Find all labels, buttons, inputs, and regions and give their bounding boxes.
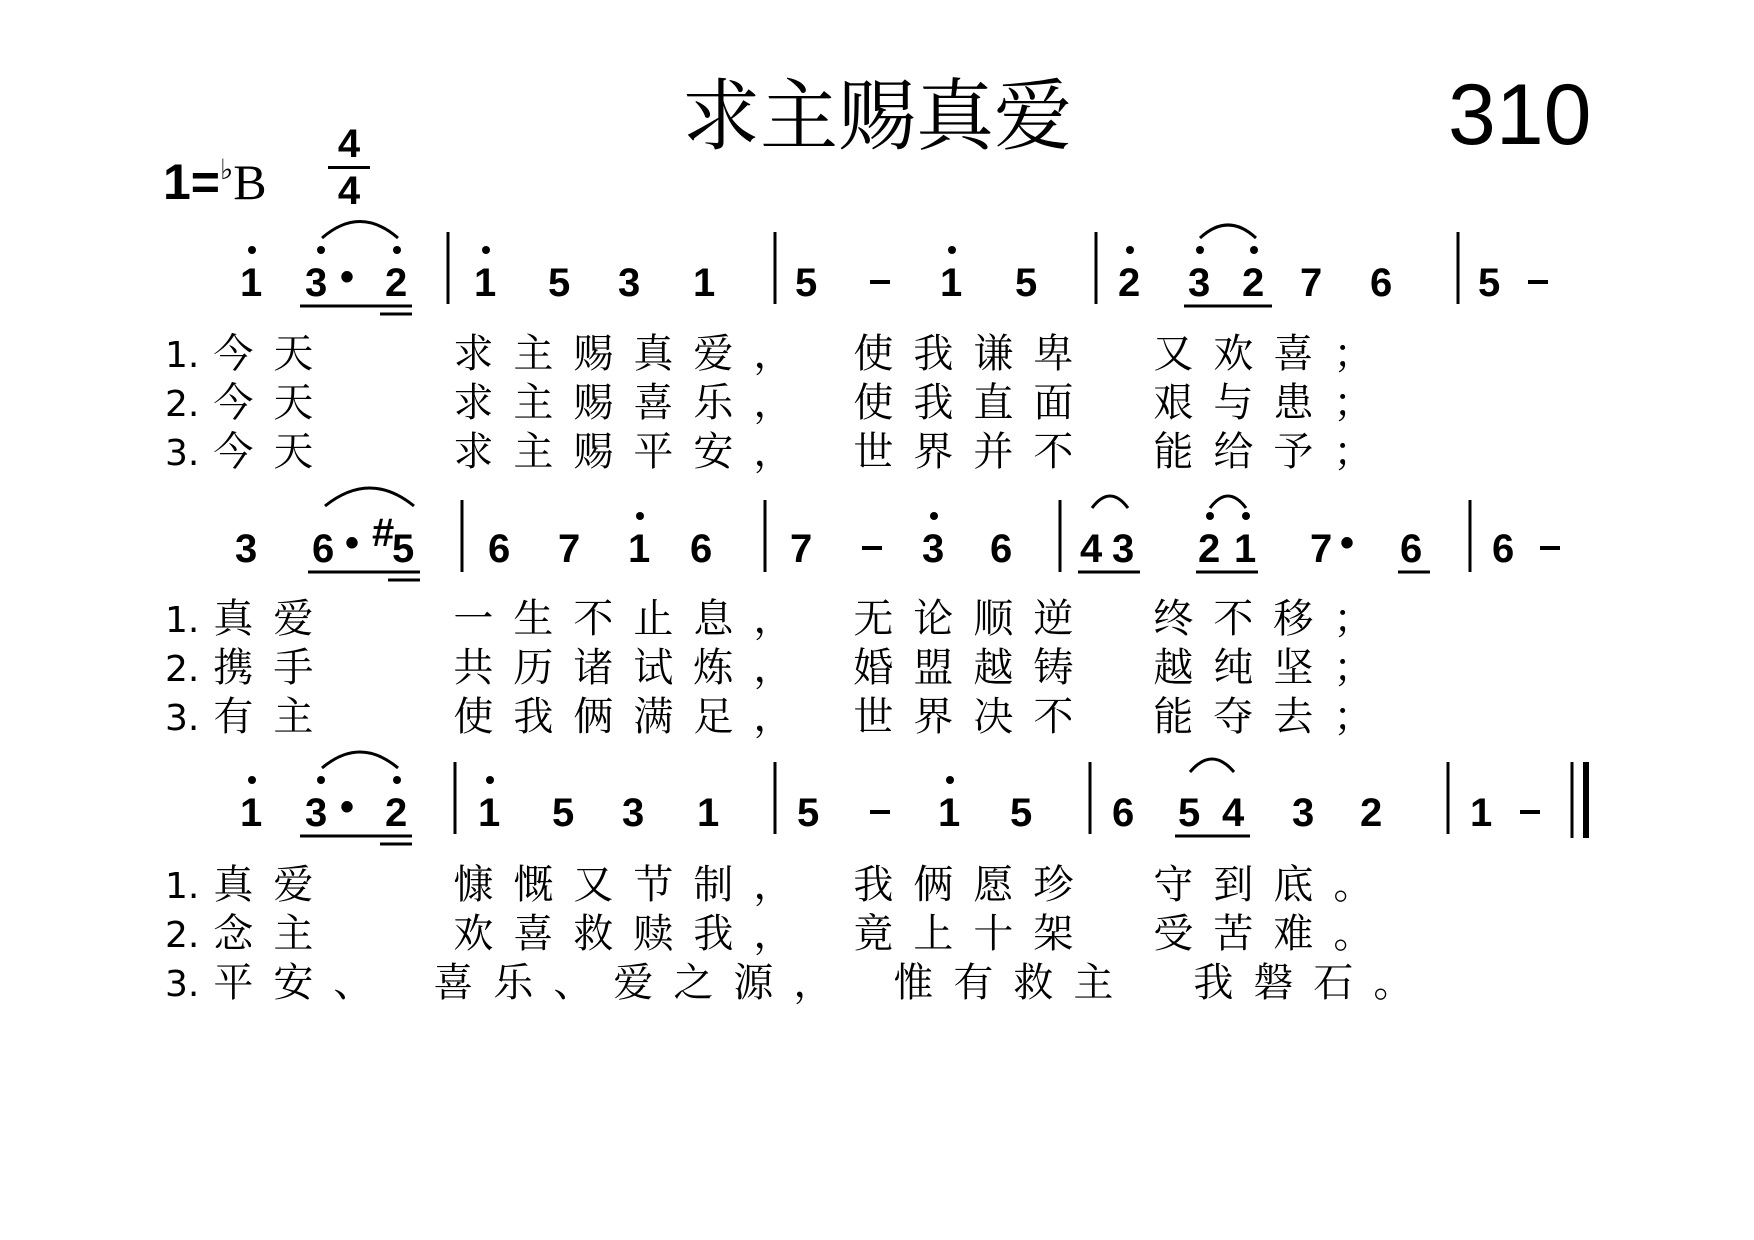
svg-text:1: 1 [693, 261, 716, 305]
svg-text:1: 1 [240, 791, 263, 835]
svg-text:5: 5 [1478, 261, 1501, 305]
svg-text:•: • [1340, 521, 1355, 565]
svg-text:2: 2 [1360, 791, 1383, 835]
svg-text:3: 3 [618, 261, 641, 305]
svg-text:7: 7 [790, 527, 813, 571]
svg-text:1: 1 [474, 261, 497, 305]
system-2-notes [235, 488, 1560, 580]
svg-text:6: 6 [990, 527, 1013, 571]
svg-text:4: 4 [1080, 527, 1103, 571]
svg-text:•: • [340, 785, 355, 829]
svg-text:6: 6 [1492, 527, 1515, 571]
svg-text:5: 5 [795, 261, 818, 305]
svg-text:2: 2 [1242, 261, 1265, 305]
svg-text:2: 2 [1198, 527, 1221, 571]
svg-text:1: 1 [697, 791, 720, 835]
svg-text:3: 3 [1292, 791, 1315, 835]
time-signature-bottom: 4 [337, 169, 361, 213]
svg-text:6: 6 [1112, 791, 1135, 835]
lyric-s2-v1: 1. 真爱 一生不止息， 无论顺逆 终不移； [165, 596, 1394, 642]
svg-text:4: 4 [1222, 791, 1245, 835]
svg-text:7: 7 [1300, 261, 1323, 305]
svg-text:#: # [372, 511, 395, 555]
svg-text:5: 5 [552, 791, 575, 835]
svg-text:1: 1 [628, 527, 651, 571]
lyric-s1-v2: 2. 今天 求主赐喜乐， 使我直面 艰与患； [165, 380, 1394, 426]
svg-text:7: 7 [558, 527, 581, 571]
lyric-s2-v3: 3. 有主 使我俩满足， 世界决不 能夺去； [165, 694, 1394, 740]
svg-text:3: 3 [1112, 527, 1135, 571]
svg-text:1: 1 [940, 261, 963, 305]
lyric-s2-v2: 2. 携手 共历诸试炼， 婚盟越铸 越纯坚； [165, 645, 1394, 691]
hymn-number: 310 [1448, 67, 1592, 163]
lyric-s1-v1: 1. 今天 求主赐真爱， 使我谦卑 又欢喜； [165, 331, 1394, 377]
svg-text:2: 2 [385, 261, 408, 305]
time-signature-top: 4 [337, 122, 361, 166]
key-note: B [233, 154, 267, 210]
svg-text:2: 2 [385, 791, 408, 835]
svg-text:6: 6 [488, 527, 511, 571]
svg-text:3: 3 [235, 527, 258, 571]
svg-text:5: 5 [392, 527, 415, 571]
svg-text:3: 3 [305, 261, 328, 305]
svg-text:5: 5 [797, 791, 820, 835]
svg-text:3: 3 [1188, 261, 1211, 305]
svg-text:5: 5 [548, 261, 571, 305]
svg-text:1: 1 [240, 261, 263, 305]
key-prefix: 1= [163, 154, 221, 210]
hymn-title: 求主赐真爱 [681, 72, 1072, 162]
svg-text:1: 1 [938, 791, 961, 835]
svg-text:3: 3 [922, 527, 945, 571]
lyric-s1-v3: 3. 今天 求主赐平安， 世界并不 能给予； [165, 429, 1394, 475]
lyric-s3-v3: 3. 平安、 喜乐、爱之源， 惟有救主 我磐石。 [165, 960, 1434, 1006]
svg-text:7: 7 [1310, 527, 1333, 571]
svg-text:5: 5 [1010, 791, 1033, 835]
svg-text:1: 1 [478, 791, 501, 835]
svg-text:1: 1 [1234, 527, 1257, 571]
svg-text:1: 1 [1470, 791, 1493, 835]
system-1-notes [240, 222, 1548, 315]
svg-text:3: 3 [305, 791, 328, 835]
svg-text:6: 6 [1370, 261, 1393, 305]
svg-text:3: 3 [622, 791, 645, 835]
svg-text:•: • [345, 521, 360, 565]
svg-text:6: 6 [690, 527, 713, 571]
svg-text:6: 6 [1400, 527, 1423, 571]
lyric-s3-v2: 2. 念主 欢喜救赎我， 竟上十架 受苦难。 [165, 911, 1394, 957]
svg-text:•: • [340, 255, 355, 299]
svg-text:2: 2 [1118, 261, 1141, 305]
svg-text:5: 5 [1015, 261, 1038, 305]
lyric-s3-v1: 1. 真爱 慷慨又节制， 我俩愿珍 守到底。 [165, 862, 1394, 908]
svg-text:6: 6 [312, 527, 335, 571]
system-3-notes [240, 752, 1586, 844]
flat-sign: ♭ [220, 154, 234, 185]
svg-text:5: 5 [1178, 791, 1201, 835]
